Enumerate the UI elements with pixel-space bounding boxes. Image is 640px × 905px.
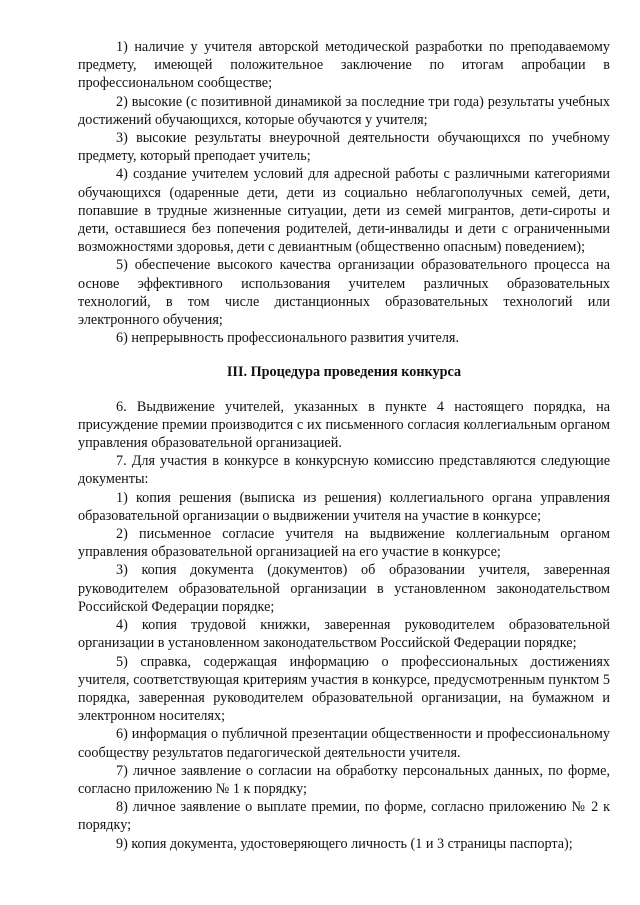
document-body bbox=[78, 38, 610, 853]
document-item-3: 3) копия документа (документов) об образовании учителя, заверенная руководителем образовательной организации в установленном законодательством Российской Федерации порядке; bbox=[78, 562, 610, 615]
document-item-1: 1) копия решения (выписка из решения) коллегиального органа управления образовательной организации о выдвижении учителя на участие в конкурсе; bbox=[78, 489, 610, 524]
criteria-item-4: 4) создание учителем условий для адресной работы с различными категориями обучающихся (одаренные дети, дети из социально неблагополучных семей, дети, попавшие в трудные жизненные ситуации, дети из семей мигрантов, дети-сироты и дети, оставшиеся без попечения родителей, дети-инвалиды и дети с ограниченными возможностями здоровья, дети с девиантным (общественно опасным) поведением); bbox=[78, 166, 610, 256]
document-item-9: 9) копия документа, удостоверяющего личность (1 и 3 страницы паспорта); bbox=[116, 835, 573, 852]
paragraph-6: 6. Выдвижение учителей, указанных в пункте 4 настоящего порядка, на присуждение премии производится с их письменного согласия коллегиальным органом управления образовательной организацией. bbox=[78, 398, 610, 452]
document-item-2: 2) письменное согласие учителя на выдвижение коллегиальным органом управления образовательной организацией на его участие в конкурсе; bbox=[78, 526, 610, 561]
document-item-7: 7) личное заявление о согласии на обработку персональных данных, по форме, согласно приложению № 1 к порядку; bbox=[78, 762, 610, 797]
criteria-item-3: 3) высокие результаты внеурочной деятельности обучающихся по учебному предмету, который преподает учитель; bbox=[78, 130, 610, 165]
criteria-list bbox=[78, 38, 610, 347]
paragraph-7: 7. Для участия в конкурсе в конкурсную комиссию представляются следующие документы: bbox=[78, 453, 610, 488]
document-item-8: 8) личное заявление о выплате премии, по форме, согласно приложению № 2 к порядку; bbox=[78, 799, 610, 834]
criteria-item-6: 6) непрерывность профессионального развития учителя. bbox=[116, 330, 460, 347]
documents-list bbox=[78, 489, 610, 853]
document-item-5: 5) справка, содержащая информацию о профессиональных достижениях учителя, соответствующая критериям участия в конкурсе, предусмотренным пунктом 5 порядка, заверенная руководителем образовательной организации, на бумажном и электронном носителях; bbox=[78, 653, 610, 725]
document-item-6: 6) информация о публичной презентации общественности и профессиональному сообществу результатов педагогической деятельности учителя. bbox=[78, 726, 610, 761]
criteria-item-2: 2) высокие (с позитивной динамикой за последние три года) результаты учебных достижений обучающихся, которые обучаются у учителя; bbox=[78, 93, 610, 128]
criteria-item-5: 5) обеспечение высокого качества организации образовательного процесса на основе эффективного использования учителем различных образовательных технологий, в том числе дистанционных образовательных технологий или электронного обучения; bbox=[78, 257, 610, 329]
document-item-4: 4) копия трудовой книжки, заверенная руководителем образовательной организации в установленном законодательством Российской Федерации порядке; bbox=[78, 617, 610, 652]
criteria-item-1: 1) наличие у учителя авторской методической разработки по преподаваемому предмету, имеющей положительное заключение по итогам апробации в профессиональном сообществе; bbox=[78, 39, 610, 92]
section-heading: III. Процедура проведения конкурса bbox=[226, 364, 462, 381]
